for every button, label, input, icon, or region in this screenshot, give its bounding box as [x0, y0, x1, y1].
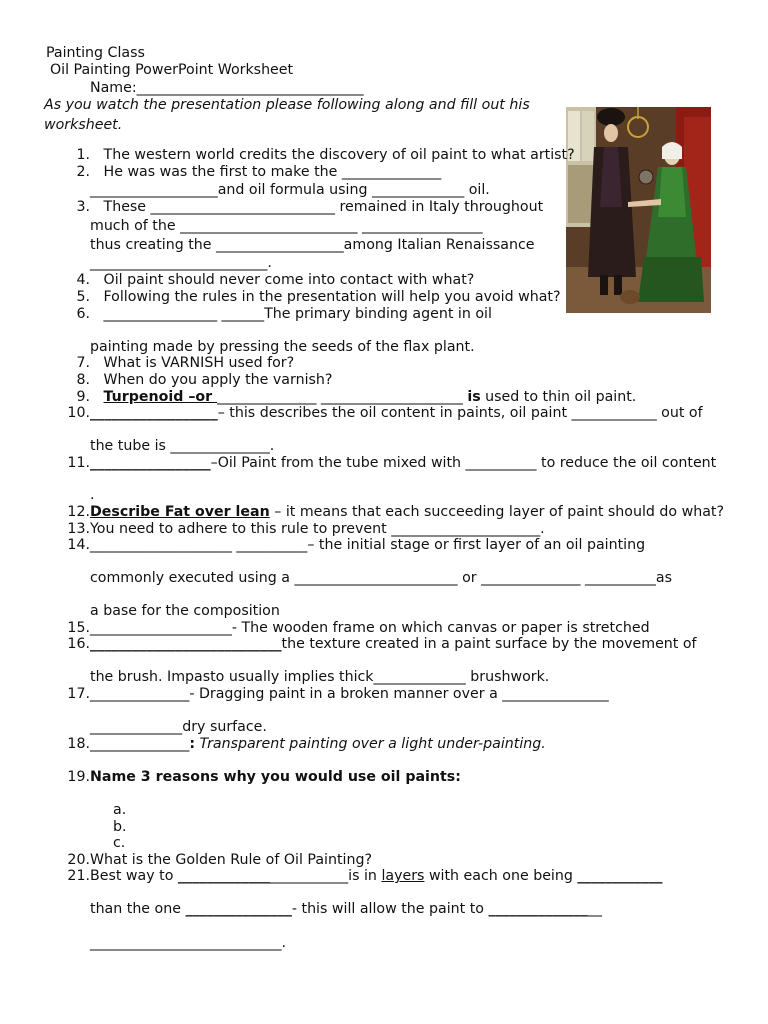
question-text: What is VARNISH used for? [103, 355, 295, 371]
question-number: 14. [67, 537, 90, 553]
question-text: ____________________ __________– the initial stage or first layer of an oil painting [90, 537, 646, 553]
question-number: 15. [67, 620, 90, 636]
question-number: 1. [76, 147, 90, 163]
question-text-c: with each one being [424, 868, 578, 884]
question-number: 12. [67, 504, 90, 520]
question-number: 6. [76, 306, 90, 322]
question-15 [66, 620, 650, 637]
question-text: Transparent painting over a light under-painting. [195, 736, 546, 752]
question-6-continued: painting made by pressing the seeds of the flax plant. [90, 339, 475, 355]
question-number: 20. [67, 852, 90, 868]
worksheet-title: Oil Painting PowerPoint Worksheet [50, 62, 294, 78]
question-20 [66, 852, 372, 869]
question-4 [66, 272, 474, 289]
question-3 [66, 199, 543, 216]
question-16 [66, 636, 697, 653]
question-blank: _________________ [90, 455, 211, 471]
question-10-continued: the tube is ______________. [90, 438, 275, 454]
question-text: ____________________- The wooden frame on which canvas or paper is stretched [90, 620, 650, 636]
question-text: –Oil Paint from the tube mixed with __________ to reduce the oil content [210, 455, 717, 471]
question-3-continued-1: much of the _________________________ _________________ [90, 218, 483, 234]
question-13 [66, 521, 545, 538]
question-text: He was was the first to make the ______________ [103, 164, 442, 180]
question-is: is [467, 389, 481, 405]
turpenoid-term: Turpenoid –or [103, 389, 218, 405]
question-10 [66, 405, 703, 422]
instructions: As you watch the presentation please following along and fill out his worksheet. [44, 97, 530, 133]
question-text: – this describes the oil content in paints, oil paint ____________ out of [217, 405, 703, 421]
question-number: 2. [76, 164, 90, 180]
question-blank: __________________ [90, 405, 218, 421]
question-text: You need to adhere to this rule to prevent _____________________. [90, 521, 545, 537]
question-text: – it means that each succeeding layer of paint should do what? [269, 504, 724, 520]
question-number: 5. [76, 289, 90, 305]
question-21 [66, 868, 663, 885]
fat-over-lean-term: Describe Fat over lean [90, 504, 270, 520]
question-text: Following the rules in the presentation will help you avoid what? [103, 289, 561, 305]
question-blank: _____________ [177, 868, 271, 884]
question-text: than the one [90, 901, 186, 917]
question-21-continued-1 [90, 901, 602, 918]
question-text-b: ___________is in [270, 868, 382, 884]
answer-c: c. [113, 835, 126, 851]
question-2-continued: __________________and oil formula using _____________ oil. [90, 182, 490, 198]
question-7 [66, 355, 294, 372]
question-number: 4. [76, 272, 90, 288]
question-blank: _______________ [185, 901, 292, 917]
question-1 [66, 147, 575, 164]
question-19 [66, 769, 461, 786]
class-title: Painting Class [46, 45, 145, 61]
question-2 [66, 164, 441, 181]
name-blank[interactable]: ________________________________ [136, 80, 364, 96]
question-blank-2: ______________ [488, 901, 588, 917]
question-16-continued: the brush. Impasto usually implies thick_____________ brushwork. [90, 669, 550, 685]
question-14 [66, 537, 645, 554]
layers-word: layers [381, 868, 425, 884]
question-text: When do you apply the varnish? [103, 372, 333, 388]
question-text: ______________- Dragging paint in a broken manner over a _______________ [90, 686, 609, 702]
question-11-continued: . [90, 487, 95, 503]
question-colon: : [189, 736, 195, 752]
name-label: Name: [90, 80, 137, 96]
question-number: 16. [67, 636, 90, 652]
question-17-continued: _____________dry surface. [90, 719, 267, 735]
question-11 [66, 455, 716, 472]
question-number: 7. [76, 355, 90, 371]
question-text: What is the Golden Rule of Oil Painting? [90, 852, 372, 868]
question-text: Oil paint should never come into contact with what? [103, 272, 475, 288]
question-text-c: __ [587, 901, 602, 917]
question-3-continued-3: _________________________. [90, 255, 272, 271]
question-9 [66, 389, 636, 406]
oil-painting-image [566, 107, 711, 313]
question-number: 9. [76, 389, 90, 405]
question-number: 17. [67, 686, 90, 702]
question-text: Name 3 reasons why you would use oil paints: [90, 769, 461, 785]
question-text: Best way to [90, 868, 178, 884]
question-blank-2: ____________ [577, 868, 663, 884]
question-number: 11. [67, 455, 90, 471]
question-5 [66, 289, 561, 306]
question-number: 18. [67, 736, 90, 752]
question-number: 3. [76, 199, 90, 215]
question-text: used to thin oil paint. [480, 389, 637, 405]
question-text: These __________________________ remained in Italy throughout [103, 199, 544, 215]
question-number: 19. [67, 769, 90, 785]
question-8 [66, 372, 332, 389]
question-17 [66, 686, 609, 703]
question-3-continued-2: thus creating the __________________among Italian Renaissance [90, 237, 535, 253]
question-6 [66, 306, 492, 323]
question-number: 21. [67, 868, 90, 884]
answer-b: b. [113, 819, 127, 835]
question-blanks: ______________ ____________________ [217, 389, 468, 405]
question-text: the texture created in a paint surface by the movement of [281, 636, 697, 652]
question-12 [66, 504, 724, 521]
question-blank: ___________________________ [90, 636, 282, 652]
question-14-continued-1: commonly executed using a _______________________ or ______________ __________as [90, 570, 672, 586]
question-18 [66, 736, 546, 753]
question-text: The western world credits the discovery of oil paint to what artist? [103, 147, 575, 163]
question-number: 8. [76, 372, 90, 388]
answer-a: a. [113, 802, 127, 818]
question-14-continued-2: a base for the composition [90, 603, 280, 619]
question-number: 10. [67, 405, 90, 421]
question-number: 13. [67, 521, 90, 537]
question-text-b: - this will allow the paint to [291, 901, 489, 917]
question-text: ________________ ______The primary binding agent in oil [103, 306, 492, 322]
question-21-continued-2: ___________________________. [90, 935, 287, 951]
question-blank: ______________ [90, 736, 190, 752]
